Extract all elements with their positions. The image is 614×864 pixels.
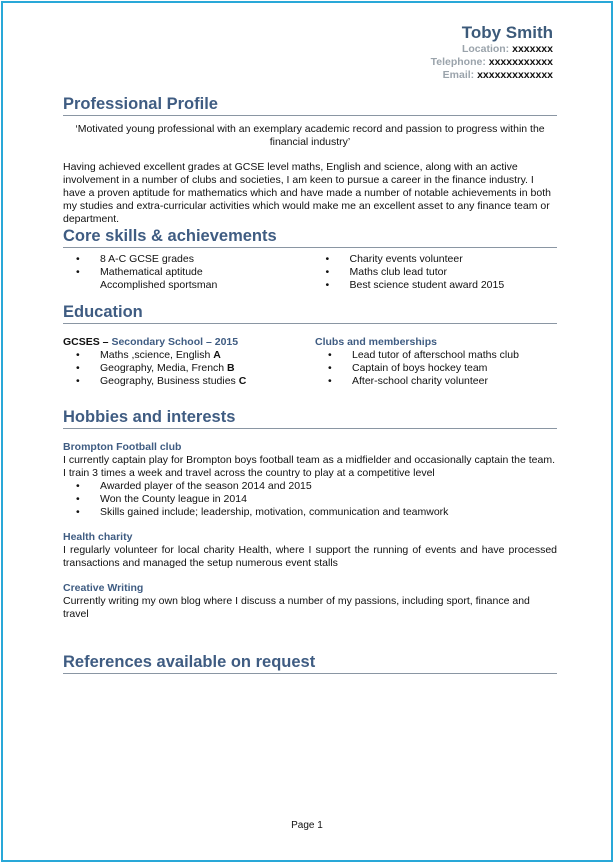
writing-text: Currently writing my own blog where I discuss a number of my passions, including sport, finance and travel [63, 595, 530, 620]
references-heading: References available on request [63, 653, 557, 674]
list-item: • After-school charity volunteer [328, 375, 488, 387]
list-item: • Geography, Business studies C [76, 375, 247, 387]
location-value: xxxxxxx [512, 43, 553, 55]
telephone-line [431, 56, 553, 69]
charity-title: Health charity [63, 531, 133, 543]
location-label: Location: [461, 43, 510, 55]
list-item: • Maths ,science, English A [76, 349, 221, 361]
location-line [431, 43, 553, 56]
telephone-label: Telephone: [430, 56, 486, 68]
football-text: I currently captain play for Brompton boys football team as a midfielder and occasionally captain the team. I train 3 times a week and travel across the country to play at a competitive level [63, 454, 556, 479]
list-item: • Charity events volunteer [325, 253, 463, 265]
list-item: • Won the County league in 2014 [76, 493, 247, 505]
gcse-list [63, 349, 310, 388]
list-item: • Best science student award 2015 [325, 279, 505, 291]
gcse-column [63, 324, 310, 388]
clubs-list [310, 349, 557, 388]
candidate-name: Toby Smith [461, 23, 553, 42]
hobbies-heading: Hobbies and interests [63, 408, 557, 429]
football-title: Brompton Football club [63, 441, 182, 453]
profile-quote: ‘Motivated young professional with an exemplary academic record and passion to progress within the financial industry’ [75, 123, 545, 148]
skills-section [63, 227, 557, 292]
list-item: • Maths club lead tutor [325, 266, 447, 278]
profile-paragraph: Having achieved excellent grades at GCSE level maths, English and science, along with an active involvement in a number of clubs and societies, I am keen to pursue a career in the finance industry. I have a proven aptitude for mathematics which and have made a number of notable achievements in both my studies and extra-curricular activities which would make me an excellent asset to any finance team or department. [63, 161, 551, 225]
skills-heading: Core skills & achievements [63, 227, 557, 248]
list-item: • Geography, Media, French B [76, 362, 235, 374]
contact-header [431, 23, 553, 82]
list-item: • Captain of boys hockey team [328, 362, 488, 374]
skills-columns [63, 253, 557, 292]
skills-list-right [308, 253, 558, 292]
page-number: Page 1 [291, 820, 323, 831]
telephone-value: xxxxxxxxxxx [488, 56, 553, 68]
email-value: xxxxxxxxxxxxx [477, 69, 553, 81]
gcse-title: GCSES – Secondary School – 2015 [63, 336, 239, 348]
list-item: • 8 A-C GCSE grades [76, 253, 194, 265]
list-item: • Lead tutor of afterschool maths club [328, 349, 519, 361]
cv-page [1, 1, 613, 862]
charity-text: I regularly volunteer for local charity Health, where I support the running of events and have processed transactions and managed the setup numerous event stalls [63, 544, 557, 569]
profile-heading: Professional Profile [63, 95, 557, 116]
list-item: • Skills gained include; leadership, motivation, communication and teamwork [76, 506, 449, 518]
education-columns [63, 324, 557, 388]
clubs-column [310, 324, 557, 388]
skills-list-left [63, 253, 308, 292]
profile-section [63, 95, 557, 226]
education-heading: Education [63, 303, 557, 324]
references-section [63, 653, 557, 674]
email-label: Email: [442, 69, 475, 81]
list-item: Accomplished sportsman [100, 279, 218, 291]
football-list [63, 480, 557, 519]
list-item: • Awarded player of the season 2014 and 2015 [76, 480, 312, 492]
email-line [431, 69, 553, 82]
hobbies-section [63, 408, 557, 621]
clubs-title: Clubs and memberships [315, 336, 437, 348]
list-item: • Mathematical aptitude [76, 266, 203, 278]
education-section [63, 303, 557, 388]
writing-title: Creative Writing [63, 582, 144, 594]
